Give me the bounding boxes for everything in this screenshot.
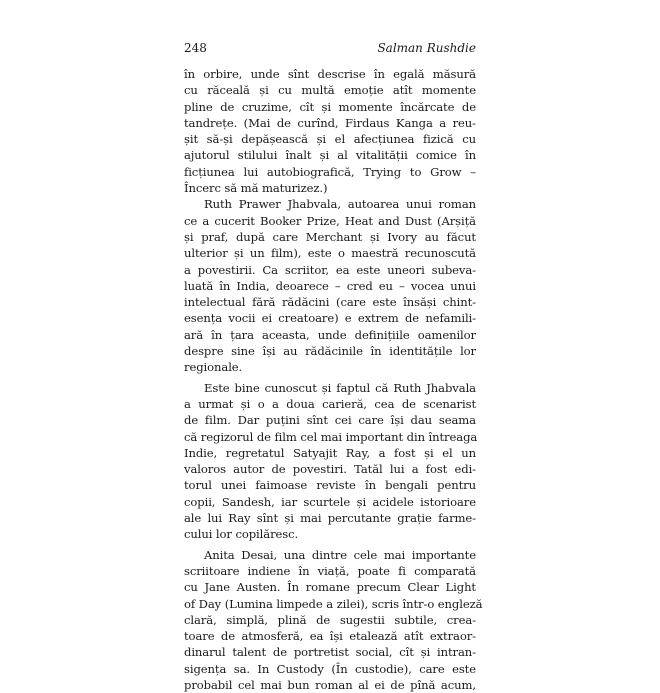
text-line: sigența sa. In Custody (În custodie), care este	[184, 661, 476, 676]
text-line: dinarul talent de portretist social, cît și intran-	[184, 645, 476, 660]
text-line: șit să-și depășească și el afecțiunea fizică cu	[184, 132, 476, 147]
text-line: luată în India, deoarece – cred eu – vocea unui	[184, 278, 476, 293]
text-line: și praf, după care Merchant și Ivory au făcut	[184, 229, 476, 244]
text-line: intelectual fără rădăcini (care este însăși chint-	[184, 295, 476, 310]
text-line: toare de atmosferă, ea își etalează atît extraor-	[184, 629, 476, 644]
text-line: regionale.	[184, 360, 243, 375]
text-line: că regizorul de film cel mai important din întreaga	[184, 429, 478, 444]
text-line: valoros autor de povestiri. Tatăl lui a fost edi-	[184, 462, 476, 477]
text-line: ajutorul stilului înalt și al vitalității comice în	[184, 148, 476, 163]
text-line: ale lui Ray sînt și mai percutante grație farme-	[184, 511, 476, 526]
running-head	[184, 40, 476, 56]
text-line: despre sine își au rădăcinile în identitățile lor	[184, 344, 476, 359]
text-line: Indie, regretatul Satyajit Ray, a fost și el un	[184, 445, 476, 460]
text-line: ulterior și un film), este o maestră recunoscută	[184, 246, 476, 261]
running-head-author: Salman Rushdie	[377, 41, 476, 55]
text-line: Încerc să mă maturizez.)	[184, 181, 328, 196]
text-line: torul unei faimoase reviste în bengali pentru	[184, 478, 476, 493]
text-line: a urmat și o a doua carieră, cea de scenarist	[184, 396, 476, 411]
text-line: Este bine cunoscut și faptul că Ruth Jhabvala	[204, 380, 476, 395]
text-line: ficțiunea lui autobiografică, Trying to Grow –	[184, 164, 476, 179]
page-number: 248	[184, 41, 207, 55]
text-line: cu Jane Austen. În romane precum Clear Light	[184, 580, 476, 595]
text-line: cului lor copilăresc.	[184, 527, 299, 542]
text-line: copii, Sandesh, iar scurtele și acidele istorioare	[184, 494, 476, 509]
text-line: Anita Desai, una dintre cele mai importante	[204, 547, 476, 562]
text-line: Ruth Prawer Jhabvala, autoarea unui roman	[204, 197, 476, 212]
text-line: ară în țara aceasta, unde definițiile oamenilor	[184, 327, 476, 342]
text-line: ce a cucerit Booker Prize, Heat and Dust (Arșiță	[184, 213, 476, 228]
text-line: cu răceală și cu multă emoție atît momente	[184, 83, 476, 98]
text-line: de film. Dar puțini sînt cei care își dau seama	[184, 413, 476, 428]
text-line: a povestirii. Ca scriitor, ea este uneori subeva-	[184, 262, 476, 277]
body-text	[184, 66, 483, 692]
text-line: esența vocii ei creatoare) e extrem de nefamili-	[184, 311, 476, 326]
text-line: în orbire, unde sînt descrise în egală măsură	[184, 67, 476, 81]
text-line: of Day (Lumina limpede a zilei), scris într-o engleză	[184, 596, 483, 611]
text-line: tandrețe. (Mai de curînd, Firdaus Kanga a reu-	[184, 115, 476, 130]
text-line: probabil cel mai bun roman al ei de pînă acum,	[184, 677, 476, 692]
text-line: clară, simplă, plină de sugestii subtile, crea-	[184, 612, 476, 627]
text-line: scriitoare indiene în viață, poate fi comparată	[184, 563, 476, 578]
text-line: pline de cruzime, cît și momente încărcate de	[184, 99, 476, 114]
